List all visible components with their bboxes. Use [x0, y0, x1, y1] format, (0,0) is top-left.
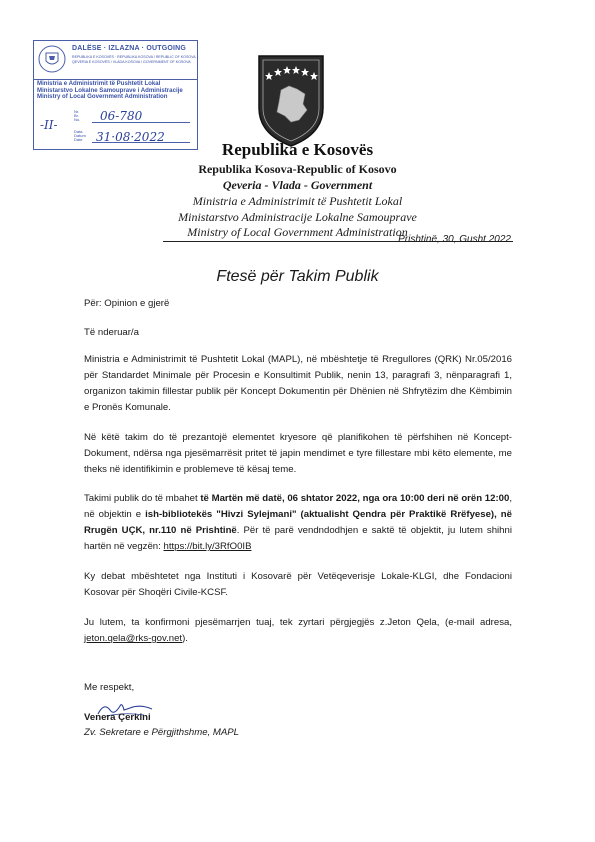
paragraph-intro: Ministria e Administrimit të Pushtetit Lokal (MAPL), në mbështetje të Rregullores (QRK) Nr.05/2016 për Standardet Minimale për Procesin e Konsultimit Publik, nenin 13, paragrafi 3, nënparagrafi 1, organizon takimin fillestar publik për Koncept Dokumentin për Dhënien në Shfrytëzim dhe Këmbimin e Pronës Komunale.	[84, 354, 512, 413]
stamp-ministry-line: Ministry of Local Government Administration	[37, 93, 168, 101]
meeting-text: , në objektin e	[84, 493, 513, 520]
confirm-text: Ju lutem, ta konfirmoni pjesëmarrjen tuaj, tek zyrtari përgjegjës z.Jeton Qela, (e-mail adresa,	[84, 617, 512, 628]
stamp-number-labels	[74, 110, 80, 122]
stamp-handwritten-prefix: -II-	[40, 118, 58, 132]
stamp-label: No.	[74, 117, 81, 122]
stamp-subtitle	[72, 55, 196, 65]
republic-subtitle: Republika Kosova-Republic of Kosovo	[198, 162, 397, 176]
ministry-serbian: Ministarstvo Administracije Lokalne Samouprave	[178, 210, 417, 224]
meeting-venue: ish-bibliotekës "Hivzi Sylejmani" (aktualisht Qendra për Praktikë Rrëfyese), në Rrugën UÇK, nr.110 në Prishtinë	[84, 509, 512, 536]
government-line: Qeveria - Vlada - Government	[222, 178, 373, 192]
ministry-english: Ministry of Local Government Administration	[187, 225, 408, 239]
meeting-datetime: të Martën më datë, 06 shtator 2022, nga ora 10:00 deri në orën 12:00	[200, 493, 510, 504]
stamp-label: Br.	[74, 113, 79, 118]
signer-title: Zv. Sekretare e Përgjithshme, MAPL	[84, 727, 239, 738]
stamp-handwritten-date: 31·08·2022	[96, 130, 165, 144]
contact-email-link[interactable]: jeton.qela@rks-gov.net	[84, 633, 183, 644]
closing: Me respekt,	[84, 682, 135, 693]
coat-of-arms-icon	[255, 52, 327, 148]
ministry-albanian: Ministria e Administrimit të Pushtetit Lokal	[192, 194, 403, 208]
greeting: Të nderuar/a	[84, 327, 139, 338]
signer-name: Venera Çerkini	[84, 712, 151, 723]
stamp-subtitle-line: QEVERIA E KOSOVËS / VLADA KOSOVA / GOVERNMENT OF KOSOVA	[72, 60, 191, 64]
stamp-subtitle-line: REPUBLIKA E KOSOVËS · REPUBLIKA KOSOVA / REPUBLIC OF KOSOVA	[72, 55, 196, 59]
meeting-text: Takimi publik do të mbahet	[84, 493, 201, 504]
stamp-label: Datum	[74, 133, 86, 138]
registry-stamp	[33, 40, 198, 150]
stamp-ministry-line: Ministria e Administrimit të Pushtetit Lokal	[37, 80, 161, 87]
stamp-seal-icon	[37, 44, 67, 74]
paragraph-confirm	[84, 615, 512, 647]
meeting-text: . Për të parë vendndodhjen e saktë të objektit, ju lutem shihni hartën në vegzën:	[84, 525, 512, 552]
stamp-label: Nr.	[74, 109, 80, 114]
stamp-handwritten-number: 06-780	[100, 109, 143, 123]
recipient-line	[84, 296, 512, 312]
stamp-title: DALËSE · IZLAZNA · OUTGOING	[72, 45, 187, 52]
recipient-label: Për:	[84, 298, 102, 309]
paragraph-meeting-details	[84, 491, 512, 555]
stamp-ministry-line: Ministarstvo Lokalne Samouprave i Administracije	[37, 86, 183, 94]
stamp-label: Data	[74, 129, 83, 134]
paragraph-purpose: Në këtë takim do të prezantojë elementet kryesore që planifikohen të përfshihen në Koncept-Dokument, ndërsa nga pjesëmarrësit pritet të japin mendimet e tyre fillestare mbi këto elemente, me theks në identifikimin e problemeve të kësaj teme.	[84, 432, 512, 475]
republic-name: Republika e Kosovës	[221, 140, 374, 159]
stamp-header	[34, 41, 197, 80]
date-line: Prishtinë, 30, Gusht 2022	[398, 234, 511, 245]
stamp-label: Date	[74, 137, 83, 142]
recipient-value: Opinion e gjerë	[101, 298, 170, 309]
map-link[interactable]: https://bit.ly/3RfO0IB	[163, 541, 252, 552]
stamp-ministry	[37, 81, 183, 101]
confirm-text: ).	[182, 633, 188, 644]
document-title: Ftesë për Takim Publik	[216, 268, 379, 285]
paragraph-support: Ky debat mbështetet nga Instituti i Kosovarë për Vetëqeverisje Lokale-KLGI, dhe Fondacioni Kosovar për Shoqëri Civile-KCSF.	[84, 571, 512, 598]
